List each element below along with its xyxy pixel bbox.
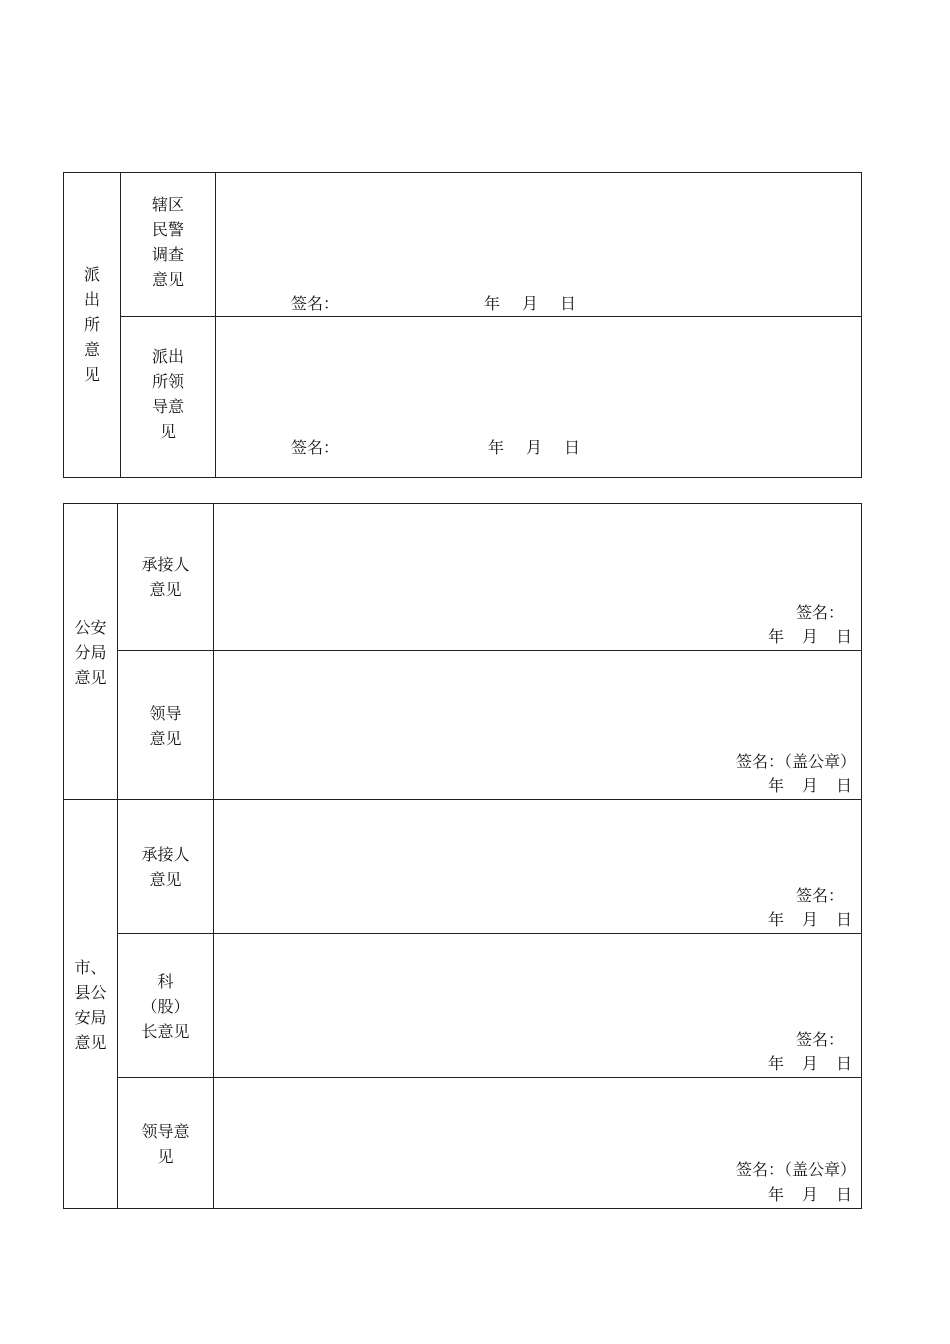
city-leader-signature-label: 签名：（盖公章） [735,1160,856,1179]
month-label: 月 [801,1185,818,1204]
month-label: 月 [801,910,818,929]
branch-handler-opinion-label: 承接人 意见 [141,555,190,599]
branch-leader-signature-label: 签名：（盖公章） [735,752,856,771]
year-label: 年 [767,627,784,646]
section-chief-signature-date [768,1052,852,1076]
branch-bureau-opinion-label: 公安 分局 意见 [74,618,107,687]
station-leader-signature-date [488,436,580,460]
year-label: 年 [484,294,501,313]
section-chief-signature-label: 签名： [795,1030,844,1049]
day-label: 日 [835,1054,852,1073]
month-label: 月 [801,1054,818,1073]
table2-row-divider [117,933,862,934]
table2-divider-col2 [213,503,214,1209]
day-label: 日 [835,910,852,929]
station-leader-opinion-label: 派出 所领 导意 见 [151,347,184,441]
table2-row-divider [117,1077,862,1078]
year-label: 年 [767,1185,784,1204]
year-label: 年 [767,776,784,795]
city-leader-opinion-label: 领导意 见 [141,1122,190,1166]
day-label: 日 [835,1185,852,1204]
day-label: 日 [560,294,577,313]
city-county-bureau-opinion-label: 市、 县公 安局 意见 [74,958,107,1052]
table1-divider-col2 [215,172,216,478]
month-label: 月 [526,438,543,457]
officer-signature-label: 签名： [291,294,340,313]
section-chief-opinion-label: 科 （股） 长意见 [141,972,190,1041]
city-leader-signature-date [768,1183,852,1207]
month-label: 月 [522,294,539,313]
day-label: 日 [835,776,852,795]
branch-leader-opinion-label: 领导 意见 [149,704,182,748]
city-handler-signature-date [768,908,852,932]
year-label: 年 [488,438,505,457]
police-station-opinion-label: 派 出 所 意 见 [83,265,100,384]
city-handler-signature-label: 签名： [795,886,844,905]
station-leader-signature-label: 签名： [291,438,340,457]
branch-handler-signature-date [768,625,852,649]
table2-group-divider [63,799,862,800]
year-label: 年 [767,910,784,929]
officer-signature-date [484,292,576,316]
officer-investigation-opinion-label: 辖区 民警 调查 意见 [151,195,184,289]
month-label: 月 [801,776,818,795]
city-handler-opinion-label: 承接人 意见 [141,845,190,889]
branch-handler-signature-label: 签名： [795,603,844,622]
year-label: 年 [767,1054,784,1073]
month-label: 月 [801,627,818,646]
branch-leader-signature-date [768,774,852,798]
table1-row-divider [120,316,862,317]
day-label: 日 [564,438,581,457]
day-label: 日 [835,627,852,646]
table2-row-divider [117,650,862,651]
